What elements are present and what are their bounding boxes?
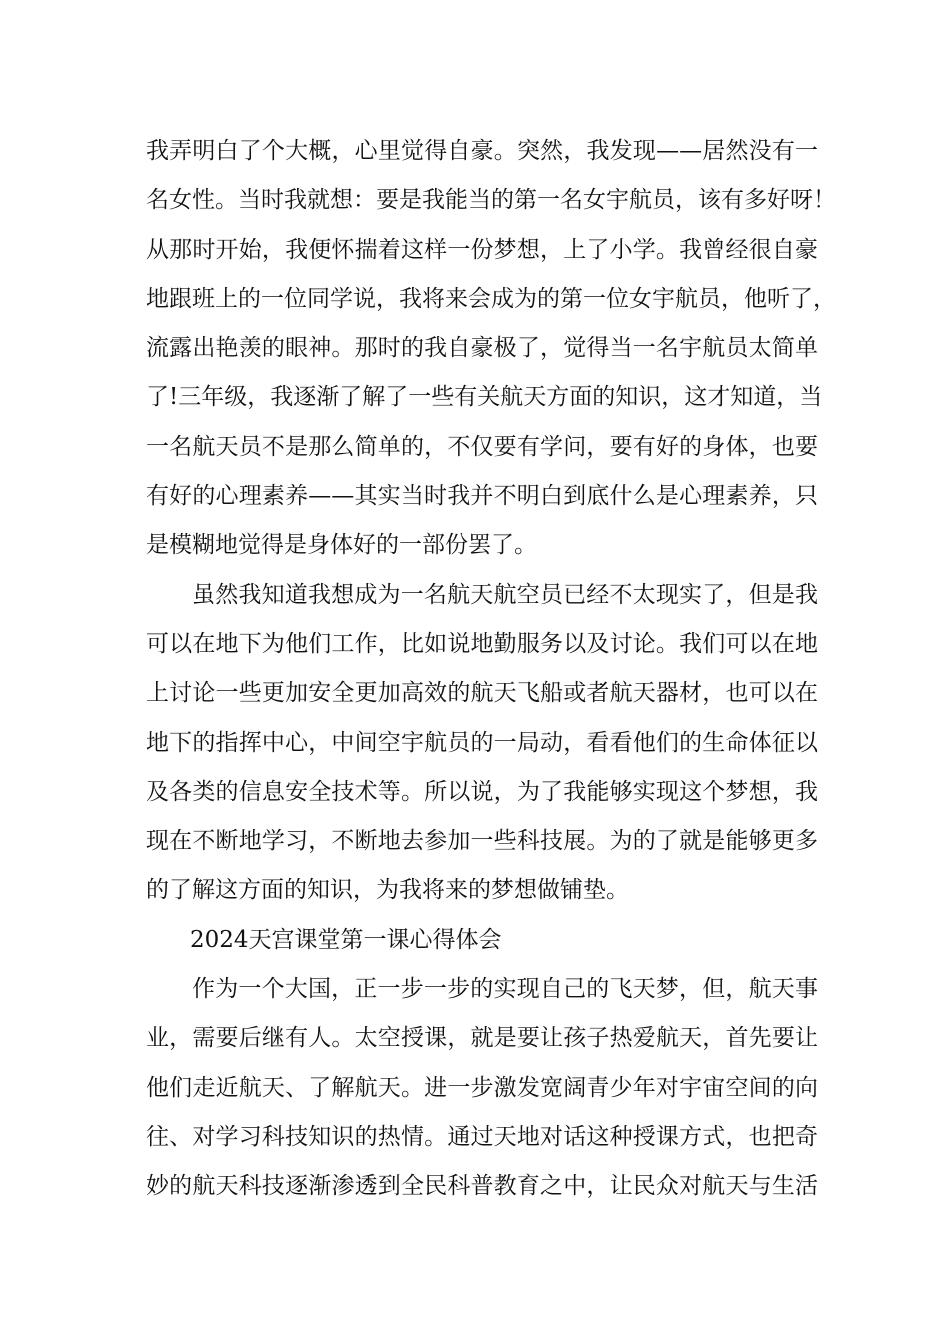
paragraph-space-class <box>146 965 818 1211</box>
text-line: 有好的心理素养——其实当时我并不明白到底什么是心理素养，只 <box>146 483 818 510</box>
text-line: 虽然我知道我想成为一名航天航空员已经不太现实了，但是我 <box>192 581 818 608</box>
text-line: 他们走近航天、了解航天。进一步激发宽阔青少年对宇宙空间的向 <box>146 1074 818 1101</box>
text-line: 名女性。当时我就想：要是我能当的第一名女宇航员，该有多好呀！ <box>146 187 836 214</box>
text-line: 了!三年级，我逐渐了解了一些有关航天方面的知识，这才知道，当 <box>146 384 823 411</box>
text-line: 妙的航天科技逐渐渗透到全民科普教育之中，让民众对航天与生活 <box>146 1173 818 1200</box>
paragraph-dream-childhood <box>146 127 836 571</box>
text-line: 的了解这方面的知识，为我将来的梦想做铺垫。 <box>146 877 629 904</box>
text-line: 我弄明白了个大概，心里觉得自豪。突然，我发现——居然没有一 <box>146 138 818 164</box>
text-line: 业，需要后继有人。太空授课，就是要让孩子热爱航天，首先要让 <box>146 1025 818 1052</box>
text-line: 一名航天员不是那么简单的，不仅要有学问，要有好的身体，也要 <box>146 433 818 460</box>
text-line: 上讨论一些更加安全更加高效的航天飞船或者航天器材，也可以在 <box>146 680 818 707</box>
text-line: 可以在地下为他们工作，比如说地勤服务以及讨论。我们可以在地 <box>146 630 818 657</box>
text-line: 流露出艳羡的眼神。那时的我自豪极了，觉得当一名宇航员太简单 <box>146 335 818 362</box>
text-line: 现在不断地学习，不断地去参加一些科技展。为的了就是能够更多 <box>146 828 818 855</box>
text-line: 是模糊地觉得是身体好的一部份罢了。 <box>146 532 537 559</box>
text-line: 作为一个大国，正一步一步的实现自己的飞天梦，但，航天事 <box>192 976 818 1003</box>
text-line: 往、对学习科技知识的热情。通过天地对话这种授课方式，也把奇 <box>146 1123 818 1150</box>
text-line: 及各类的信息安全技术等。所以说，为了我能够实现这个梦想，我 <box>146 778 818 805</box>
text-line: 地跟班上的一位同学说，我将来会成为的第一位女宇航员，他听了， <box>146 285 836 312</box>
text-line: 地下的指挥中心，中间空宇航员的一局动，看看他们的生命体征以 <box>146 729 818 756</box>
section-heading: 2024天宫课堂第一课心得体会 <box>190 926 502 953</box>
paragraph-ground-work <box>146 571 818 916</box>
document-body <box>146 127 836 1212</box>
text-line: 从那时开始，我便怀揣着这样一份梦想，上了小学。我曾经很自豪 <box>146 236 818 263</box>
